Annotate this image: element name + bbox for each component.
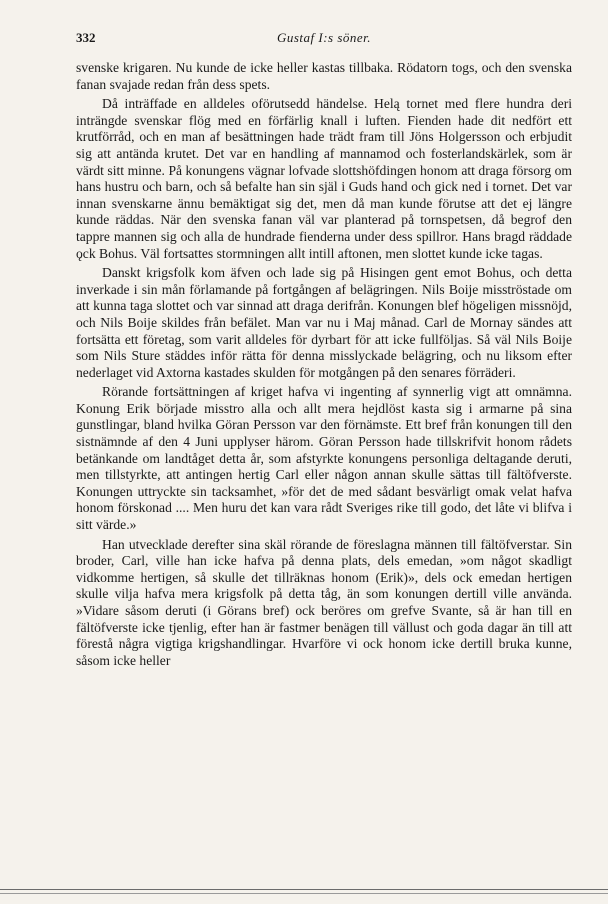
paragraph-5: Han utvecklade derefter sina skäl rörande de föreslagna männen till fältöfverstar. Sin broder, Carl, ville han icke hafva på denna plats, dels emedan, »om något skadligt vidkomme hertigen, så skulle det tillräknas honom (Erik)», dels ock emedan hertigen skulle vilja hafva mera krigsfolk på detta tåg, än som konungen dertill ville använda. »Vidare såsom deruti (i Görans bref) ock beröres om grefve Svante, så är han till en fältöfverste icke tjenlig, efter han är fastmer benägen till vällust och goda dagar än till att förestå några vigtiga krigshandlingar. Hvarföre vi ock honom icke dertill bruka kunne, såsom icke heller [76,536,572,668]
body-text [76,60,572,669]
page-bottom-edge [0,889,608,890]
page-bottom-edge-shadow [0,893,608,894]
paragraph-4: Rörande fortsättningen af kriget hafva vi ingenting af synnerlig vigt att omnämna. Konung Erik började misstro alla och allt mera hejdlöst kasta sig i armarne på sina gunstlingar, bland hvilka Göran Persson var den förnämste. Ett bref från konungen till den sistnämnde af den 4 Juni upplyser härom. Göran Persson hade tillskrifvit honom rådets betänkande om landtåget detta år, som afstyrkte konungens personliga deltagande deruti, men tillstyrkte, att antingen hertig Carl eller någon annan skulle sättas till fältöfverste. Konungen uttryckte sin tacksamhet, »för det de med sådant besvärligt omak velat hafva honom förskonad .... Men huru det kan vara rådt Sveriges rike till godo, det låte vi blifva i sitt värde.» [76,384,572,533]
running-head: Gustaf I:s söner. [276,30,372,45]
paragraph-1: svenske krigaren. Nu kunde de icke heller kastas tillbaka. Rödatorn togs, och den svenska fanan svajade redan från dess spets. [76,60,572,92]
page-number: 332 [76,30,96,45]
page-header [76,30,572,50]
paragraph-3: Danskt krigsfolk kom äfven och lade sig på Hisingen gent emot Bohus, och detta inverkade i sin mån förlamande på fortgången af belägringen. Nils Boije misströstade om att kunna taga slottet och var sinnad att draga derifrån. Konungen blef högeligen missnöjd, och Nils Boije skildes från befälet. Man var nu i Maj månad. Carl de Mornay sändes att fortsätta ett företag, som varit alldeles för dyrbart för att icke fullföljas. Så väl Nils Boije som Nils Sture städdes inför rätta för denna misslyckade belägring, och nu liksom efter nederlaget vid Axtorna kastades skulden för motgången på den senares förräderi. [76,265,572,380]
paragraph-2: Då inträffade en alldeles oförutsedd händelse. Helą tornet med flere hundra deri inträngde svenskar flög med en förfärlig knall i luften. Fienden hade dit nedfört ett krutförråd, och en man af besättningen hade trädt fram till Jöns Holgersson och erbjudit sig att antända krutet. Det var en handling af mannamod och fosterlandskärlek, som är värdt sitt minne. På konungens vägnar lofvade slottshöfdingen honom att draga försorg om hans hustru och barn, och så befalte han sin själ i Guds hand och gick ned i tornet. Det var innan svenskarne ännu bemäktigat sig det, men då man kunde förutse att det ej längre kunde räddas. När den svenska fanan väl var planterad på tornspetsen, då begrof den tappre mannen sig och alla de hundrade fienderna under dess spillror. Hans bragd räddade ǫck Bohus. Väl fortsattes stormningen allt intill aftonen, men slottet kunde icke tagas. [76,96,572,261]
